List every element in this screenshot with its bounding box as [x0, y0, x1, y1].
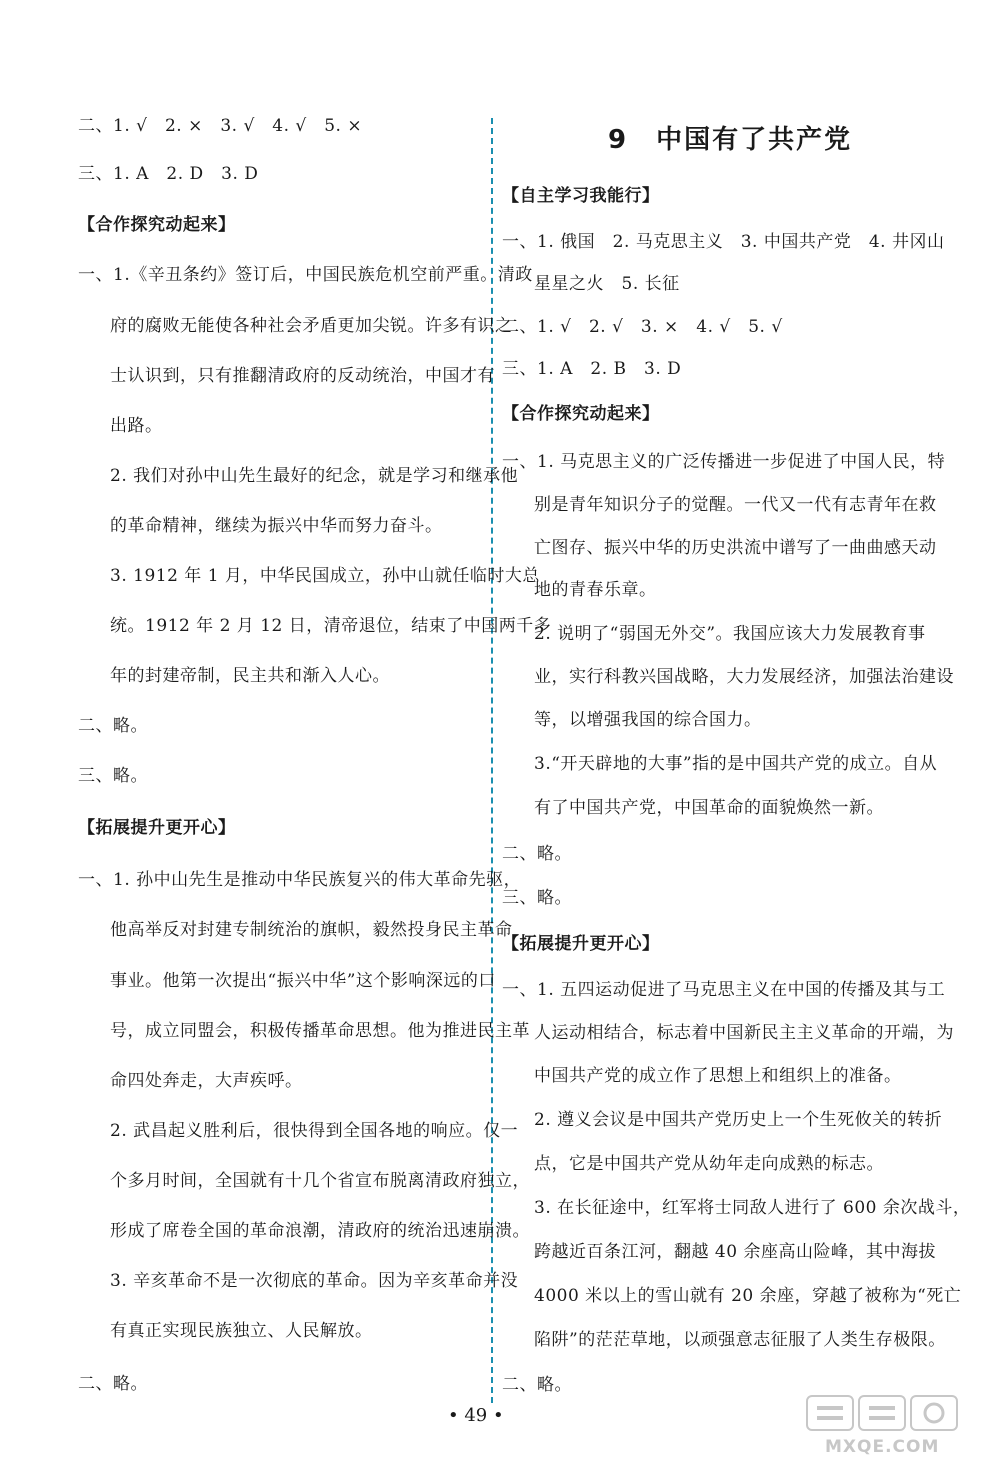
section-heading: 【合作探究动起来】 — [502, 404, 660, 424]
answer-line: 形成了席卷全国的革命浪潮，清政府的统治迅速崩溃。 — [110, 1221, 530, 1241]
answer-line: 亡图存、振兴中华的历史洪流中谱写了一曲曲感天动 — [534, 538, 937, 558]
answer-line: 出路。 — [110, 416, 163, 436]
watermark-url: MXQE.COM — [825, 1437, 940, 1457]
answer-line: 他高举反对封建专制统治的旗帜，毅然投身民主革命 — [110, 920, 513, 940]
answer-line: 的革命精神，继续为振兴中华而努力奋斗。 — [110, 516, 443, 536]
answer-line: 陷阱”的茫茫草地，以顽强意志征服了人类生存极限。 — [534, 1330, 946, 1350]
answer-line: 事业。他第一次提出“振兴中华”这个影响深远的口 — [110, 971, 496, 991]
answer-line: 三、略。 — [502, 888, 572, 908]
answer-line: 二、1. √ 2. √ 3. × 4. √ 5. √ — [502, 317, 783, 337]
answer-line: 府的腐败无能使各种社会矛盾更加尖锐。许多有识之 — [110, 316, 513, 336]
answer-line: 点，它是中国共产党从幼年走向成熟的标志。 — [534, 1154, 884, 1174]
section-heading: 【拓展提升更开心】 — [502, 934, 660, 954]
answer-line: 年的封建帝制，民主共和渐入人心。 — [110, 666, 390, 686]
answer-line: 一、1. 孙中山先生是推动中华民族复兴的伟大革命先驱， — [78, 870, 522, 890]
chapter-title: 9 中国有了共产党 — [608, 125, 853, 155]
answer-line: 号，成立同盟会，积极传播革命思想。他为推进民主革 — [110, 1021, 530, 1041]
answer-line: 统。1912 年 2 月 12 日，清帝退位，结束了中国两千多 — [110, 616, 552, 636]
answer-line: 2. 说明了“弱国无外交”。我国应该大力发展教育事 — [534, 624, 926, 644]
answer-line: 等，以增强我国的综合国力。 — [534, 710, 762, 730]
answer-line: 三、略。 — [78, 766, 148, 786]
section-heading: 【拓展提升更开心】 — [78, 818, 236, 838]
answer-line: 一、1.《辛丑条约》签订后，中国民族危机空前严重。清政 — [78, 265, 533, 285]
answer-line: 二、略。 — [502, 1375, 572, 1395]
answer-line: 3. 辛亥革命不是一次彻底的革命。因为辛亥革命并没 — [110, 1271, 519, 1291]
answer-line: 跨越近百条江河，翻越 40 余座高山险峰，其中海拔 — [534, 1242, 936, 1262]
answer-line: 3. 在长征途中，红军将士同敌人进行了 600 余次战斗， — [534, 1198, 971, 1218]
answer-line: 一、1. 五四运动促进了马克思主义在中国的传播及其与工 — [502, 980, 946, 1000]
answer-line: 中国共产党的成立作了思想上和组织上的准备。 — [534, 1066, 902, 1086]
answer-line: 星星之火 5. 长征 — [534, 274, 680, 294]
answer-line: 业，实行科教兴国战略，大力发展经济，加强法治建设 — [534, 667, 954, 687]
answer-line: 一、1. 俄国 2. 马克思主义 3. 中国共产党 4. 井冈山 — [502, 232, 945, 252]
section-heading: 【自主学习我能行】 — [502, 186, 660, 206]
answer-line: 二、略。 — [78, 1374, 148, 1394]
answer-line: 三、1. A 2. B 3. D — [502, 359, 682, 379]
answer-line: 二、1. √ 2. × 3. √ 4. √ 5. × — [78, 116, 363, 136]
watermark-logo — [803, 1392, 993, 1458]
answer-line: 3.“开天辟地的大事”指的是中国共产党的成立。自从 — [534, 754, 938, 774]
answer-line: 三、1. A 2. D 3. D — [78, 164, 259, 184]
answer-line: 个多月时间，全国就有十几个省宣布脱离清政府独立， — [110, 1171, 530, 1191]
answer-line: 别是青年知识分子的觉醒。一代又一代有志青年在救 — [534, 495, 937, 515]
answer-line: 2. 遵义会议是中国共产党历史上一个生死攸关的转折 — [534, 1110, 943, 1130]
answer-line: 二、略。 — [78, 716, 148, 736]
answer-line: 2. 武昌起义胜利后，很快得到全国各地的响应。仅一 — [110, 1121, 519, 1141]
answer-line: 士认识到，只有推翻清政府的反动统治，中国才有 — [110, 366, 495, 386]
answer-line: 2. 我们对孙中山先生最好的纪念，就是学习和继承他 — [110, 466, 519, 486]
answer-line: 4000 米以上的雪山就有 20 余座，穿越了被称为“死亡 — [534, 1286, 962, 1306]
answer-line: 有真正实现民族独立、人民解放。 — [110, 1321, 373, 1341]
answer-line: 地的青春乐章。 — [534, 580, 657, 600]
answer-line: 有了中国共产党，中国革命的面貌焕然一新。 — [534, 798, 884, 818]
section-heading: 【合作探究动起来】 — [78, 215, 236, 235]
column-divider — [491, 118, 493, 1403]
answer-line: 二、略。 — [502, 844, 572, 864]
answer-line: 一、1. 马克思主义的广泛传播进一步促进了中国人民，特 — [502, 452, 946, 472]
answer-line: 人运动相结合，标志着中国新民主主义革命的开端，为 — [534, 1023, 954, 1043]
page-number: • 49 • — [448, 1405, 504, 1426]
answer-line: 命四处奔走，大声疾呼。 — [110, 1071, 303, 1091]
answer-line: 3. 1912 年 1 月，中华民国成立，孙中山就任临时大总 — [110, 566, 540, 586]
